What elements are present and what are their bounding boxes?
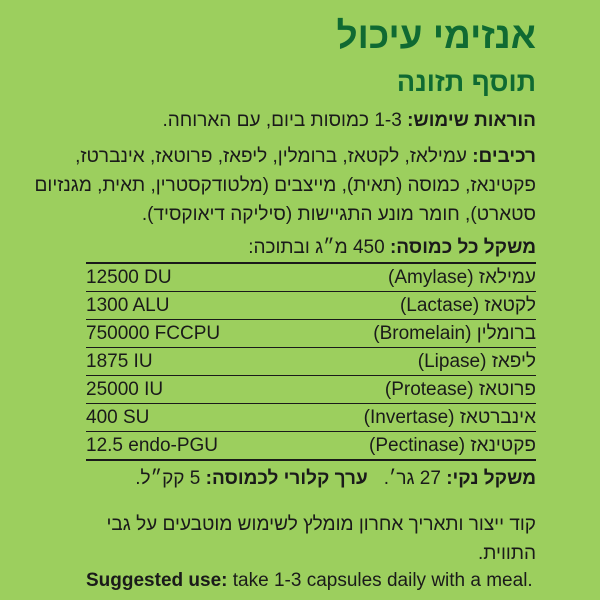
- enzyme-value: 25000 IU: [86, 379, 164, 400]
- net-weight-value: 27 גר׳.: [383, 468, 447, 489]
- capsule-weight-header: [16, 233, 536, 262]
- enzyme-value: 12500 DU: [86, 267, 172, 288]
- enzyme-name: ברומלין (Bromelain): [373, 323, 536, 344]
- ingredients-text: עמילאז, לקטאז, ברומלין, ליפאז, פרוטאז, אינברטז, פקטינאז, כמוסה (תאית), מייצבים (מלטודקסטרין, תאית, מגנזיום סטארט), חומר מונע התגיישות (סיליקה דיאוקסיד).: [34, 146, 536, 225]
- enzyme-name: אינברטאז (Invertase): [363, 407, 536, 428]
- net-weight-label: משקל נקי:: [446, 468, 536, 489]
- english-usage: [86, 568, 533, 594]
- table-row: [86, 376, 536, 404]
- table-row: [86, 264, 536, 292]
- ingredients: [16, 142, 536, 229]
- calorie-label: ערך קלורי לכמוסה:: [205, 468, 368, 489]
- product-subtitle: תוסף תזונה: [396, 67, 536, 97]
- enzyme-value: 750000 FCCPU: [86, 323, 221, 344]
- english-usage-text: take 1-3 capsules daily with a meal.: [227, 570, 533, 591]
- usage-instructions: [16, 106, 536, 135]
- enzyme-name: עמילאז (Amylase): [388, 267, 536, 288]
- enzyme-name: פרוטאז (Protease): [384, 379, 536, 400]
- table-row: [86, 348, 536, 376]
- production-note: קוד ייצור ותאריך אחרון מומלץ לשימוש מוטבעים על גבי התווית.: [106, 514, 536, 564]
- enzyme-value: 400 SU: [86, 407, 150, 428]
- table-row: [86, 292, 536, 320]
- enzyme-name: פקטינאז (Pectinase): [369, 435, 536, 456]
- capsule-weight-text: 450 מ״ג ובתוכה:: [248, 237, 390, 258]
- enzyme-value: 1300 ALU: [86, 295, 170, 316]
- table-row: [86, 404, 536, 432]
- english-usage-label: Suggested use:: [86, 570, 228, 591]
- calorie-value: 5 קק״ל.: [135, 468, 206, 489]
- table-row: [86, 432, 536, 461]
- product-title: אנזימי עיכול: [336, 15, 536, 56]
- usage-label: הוראות שימוש:: [407, 110, 536, 131]
- enzyme-value: 1875 IU: [86, 351, 153, 372]
- net-weight-line: [135, 466, 536, 492]
- capsule-weight-label: משקל כל כמוסה:: [389, 237, 536, 258]
- ingredients-label: רכיבים:: [472, 146, 536, 167]
- usage-text: 1-3 כמוסות ביום, עם הארוחה.: [162, 110, 408, 131]
- table-row: [86, 320, 536, 348]
- enzyme-name: ליפאז (Lipase): [417, 351, 536, 372]
- enzyme-table: [86, 262, 536, 461]
- enzyme-value: 12.5 endo-PGU: [86, 435, 219, 456]
- enzyme-name: לקטאז (Lactase): [399, 295, 536, 316]
